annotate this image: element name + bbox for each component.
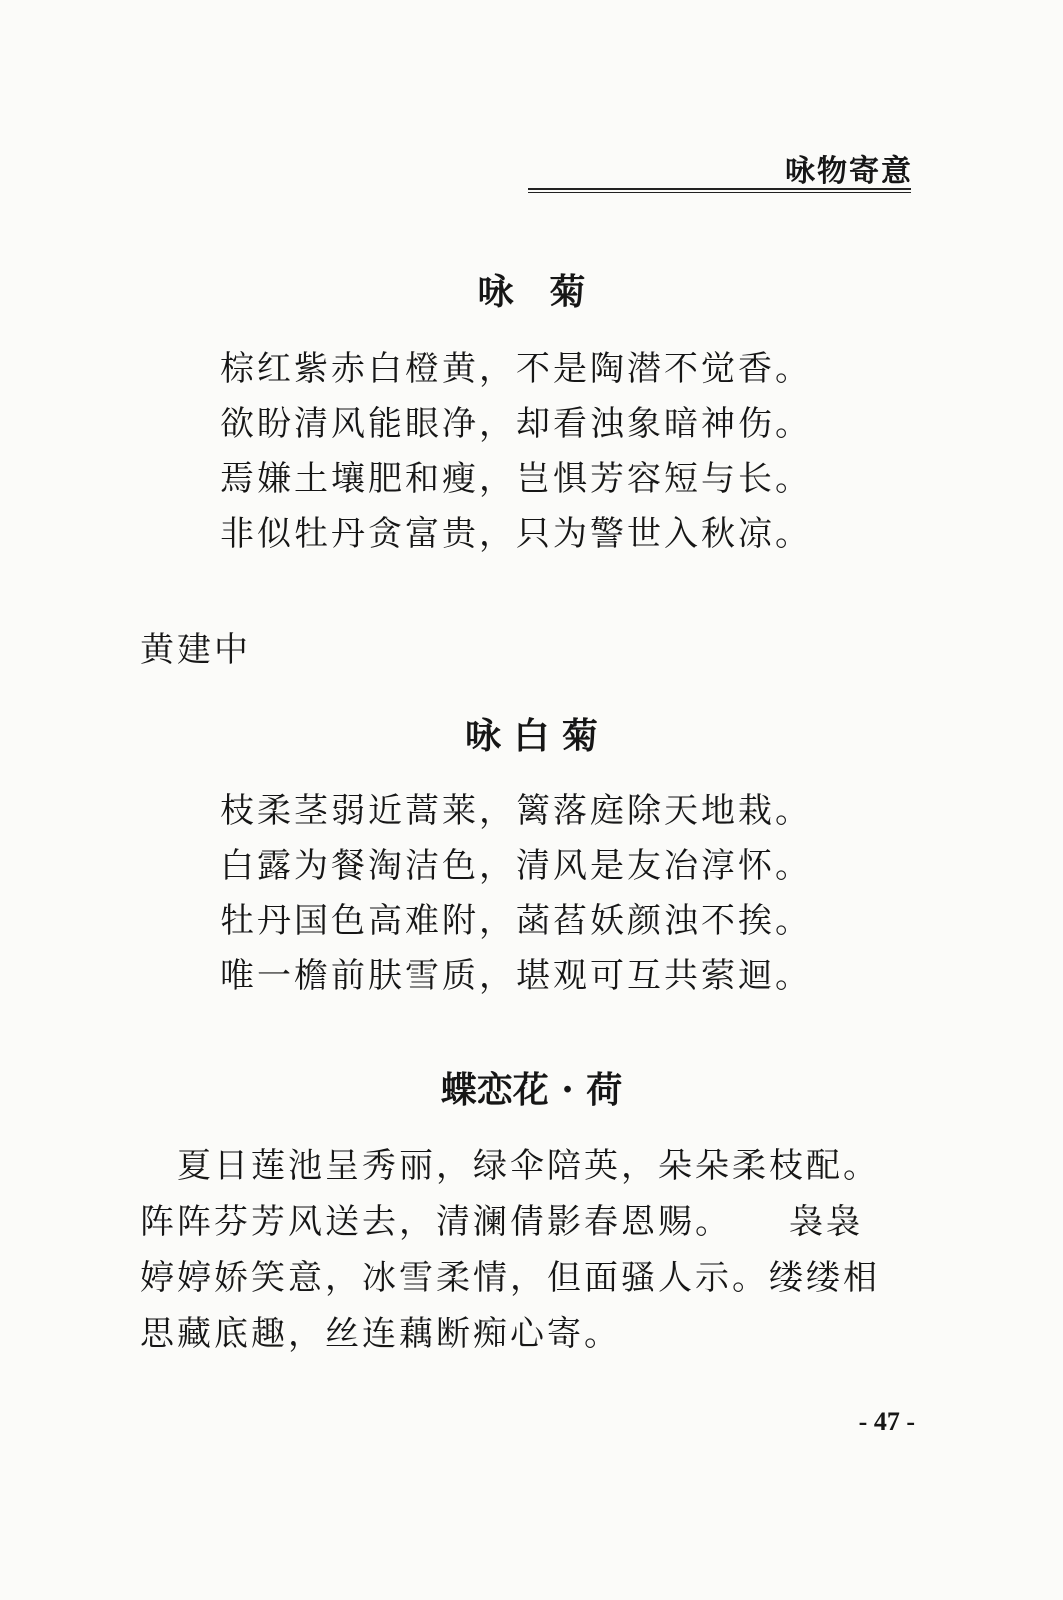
ci-line: 夏日莲池呈秀丽，绿伞陪英，朵朵柔枝配。 xyxy=(140,1146,880,1186)
poem-body-1 xyxy=(220,342,860,562)
poem-title-1: 咏 菊 xyxy=(477,271,586,313)
poem-line: 枝柔茎弱近蒿莱，篱落庭除天地栽。 xyxy=(220,791,812,831)
ci-line: 阵阵芬芳风送去，清澜倩影春恩赐。 袅袅 xyxy=(140,1202,863,1242)
poem-title-2: 咏 白 菊 xyxy=(464,715,599,757)
header-rule xyxy=(528,188,911,193)
ci-line: 思藏底趣，丝连藕断痴心寄。 xyxy=(140,1314,621,1354)
ci-body xyxy=(140,1138,920,1362)
poem-body-2 xyxy=(220,784,860,1004)
poem-line: 非似牡丹贪富贵，只为警世入秋凉。 xyxy=(220,514,812,554)
ci-title: 蝶恋花 · 荷 xyxy=(440,1069,623,1111)
poem-line: 焉嫌土壤肥和瘦，岂惧芳容短与长。 xyxy=(220,459,812,499)
poem-line: 牡丹国色高难附，菡萏妖颜浊不挨。 xyxy=(220,901,812,941)
ci-line: 婷婷娇笑意，冰雪柔情，但面骚人示。缕缕相 xyxy=(140,1258,880,1298)
poem-line: 唯一檐前肤雪质，堪观可互共萦迴。 xyxy=(220,956,812,996)
page-number: - 47 - xyxy=(858,1407,915,1436)
author-name: 黄建中 xyxy=(140,630,251,670)
poem-line: 棕红紫赤白橙黄，不是陶潜不觉香。 xyxy=(220,349,812,389)
poem-line: 欲盼清风能眼净，却看浊象暗神伤。 xyxy=(220,404,812,444)
poem-line: 白露为餐淘洁色，清风是友冶淳怀。 xyxy=(220,846,812,886)
running-header: 咏物寄意 xyxy=(785,154,913,189)
